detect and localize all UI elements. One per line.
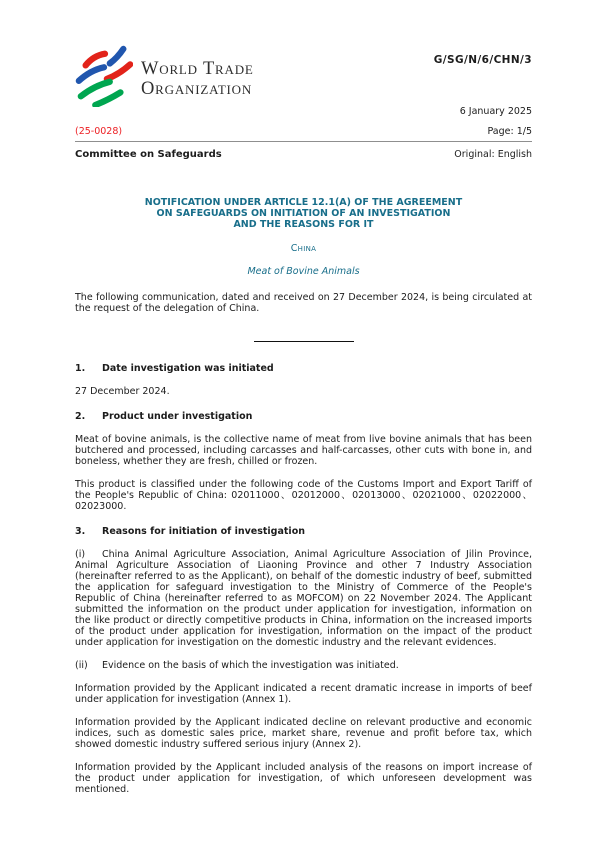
doc-date: 6 January 2025 [459, 106, 532, 117]
logo-arc-red-top [86, 54, 105, 66]
section-divider [254, 341, 354, 342]
item-i-text: China Animal Agriculture Association, Animal Agriculture Association of Jilin Province, Animal Agriculture Association of Liaoning Province and other 7 Industry Association (hereinafter referred to as the Applicant), on behalf of the domestic industry of beef, submitted the application for safeguard investigation to the Ministry of Commerce of the People's Republic of China (hereinafter referred to as MOFCOM) on 22 November 2024. The Applicant submitted the information on the product under application for investigation, information on the like product or directly competitive products in China, information on the increased imports of the product under application for investigation, information on the impact of the product under application for investigation on the domestic industry and the relevant evidences. [75, 549, 532, 648]
header-divider [75, 141, 532, 142]
section-2-paragraph-2: This product is classified under the following code of the Customs Import and Export Tariff of the People's Republic of China: 02011000、02012000、02013000、02021000、02022000、02023000. [75, 479, 532, 512]
page-number: Page: 1/5 [487, 126, 532, 137]
logo-arc-blue-mid [79, 67, 104, 81]
logo-arc-red-mid [107, 64, 130, 79]
section-1-paragraph: 27 December 2024. [75, 386, 170, 397]
country-name: China [290, 243, 317, 254]
section-3-heading [75, 526, 532, 537]
org-wordmark [141, 59, 254, 99]
logo-arc-green-bottom [95, 92, 120, 105]
org-wordmark-line2: Organization [141, 79, 253, 99]
section-3-paragraph-3: Information provided by the Applicant included analysis of the reasons on import increase of the product under application for investigation, of which unforeseen development was mentioned. [75, 762, 532, 795]
section-3-title: Reasons for initiation of investigation [102, 526, 305, 537]
section-2-title: Product under investigation [102, 411, 253, 422]
wto-logo-icon [75, 45, 133, 107]
section-3-paragraph-1: Information provided by the Applicant indicated a recent dramatic increase in imports of beef under application for investigation (Annex 1). [75, 683, 532, 705]
committee-label: Committee on Safeguards [75, 149, 222, 160]
section-2-heading [75, 411, 532, 422]
logo-arc-blue-top [110, 49, 124, 64]
item-ii-text: Evidence on the basis of which the investigation was initiated. [102, 660, 399, 671]
doc-symbol: G/SG/N/6/CHN/3 [433, 54, 532, 66]
notification-title [75, 197, 532, 230]
section-3-paragraph-2: Information provided by the Applicant indicated decline on relevant productive and economic indices, such as domestic sales price, market share, revenue and profit before tax, which showed domestic industry suffered serious injury (Annex 2). [75, 717, 532, 750]
document-body [75, 197, 532, 795]
org-wordmark-line1: World Trade [141, 59, 254, 79]
doc-ref-number: (25-0028) [75, 126, 123, 137]
section-3-item-ii [75, 660, 532, 671]
section-3-number: 3. [75, 526, 86, 537]
section-2-number: 2. [75, 411, 86, 422]
section-2-paragraph-1: Meat of bovine animals, is the collective name of meat from live bovine animals that has been butchered and processed, including carcasses and half-carcasses, other cuts with bone in, and boneless, whether they are fresh, chilled or frozen. [75, 434, 532, 467]
section-3-item-i [75, 549, 532, 648]
logo-arc-green-low [81, 82, 110, 97]
product-subject: Meat of Bovine Animals [247, 266, 360, 277]
title-line-3: AND THE REASONS FOR IT [233, 219, 374, 230]
section-1-number: 1. [75, 363, 86, 374]
title-line-2: ON SAFEGUARDS ON INITIATION OF AN INVESTIGATION [156, 208, 451, 219]
section-1-title: Date investigation was initiated [102, 363, 274, 374]
item-ii-marker: (ii) [75, 660, 88, 671]
original-language-label: Original: English [454, 149, 532, 160]
title-line-1: NOTIFICATION UNDER ARTICLE 12.1(A) OF THE AGREEMENT [144, 197, 463, 208]
item-i-marker: (i) [75, 549, 86, 560]
section-1-heading [75, 363, 532, 374]
intro-paragraph: The following communication, dated and received on 27 December 2024, is being circulated at the request of the delegation of China. [75, 292, 532, 314]
